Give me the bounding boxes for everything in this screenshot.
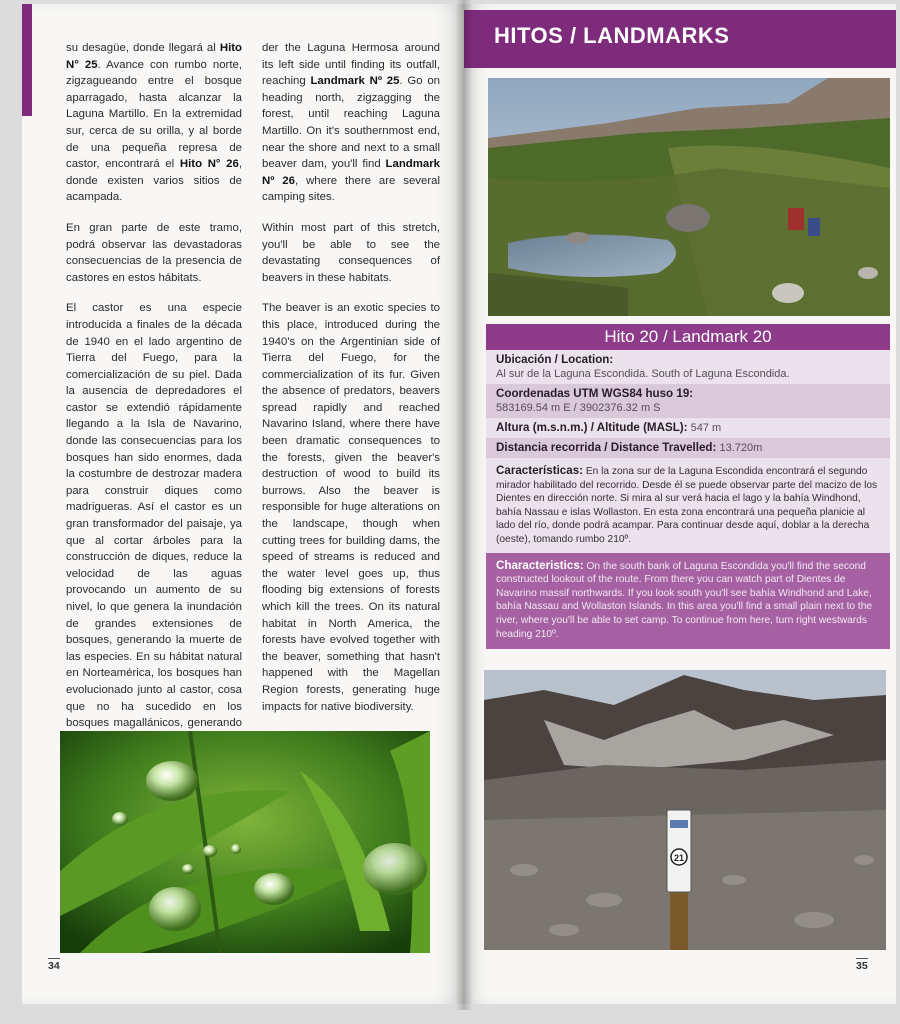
- location-value: Al sur de la Laguna Escondida. South of Laguna Escondida.: [496, 368, 790, 380]
- characteristics-label: Characteristics:: [496, 558, 584, 572]
- english-column: [262, 40, 440, 729]
- mountain-marker-photo: [484, 670, 886, 950]
- es-paragraph-3: El castor es una especie introducida a finales de la década de 1940 en el lado argentino de Tierra del Fuego, para la comercialización de su piel. Dada la ausencia de depredadores el castor se extendió rápidamente llegando a la Isla de Navarino, donde las consecuencias para los bosques han sido enormes, dada la costumbre de destrozar madera para construir diques como madrigueras. Así el castor es un gran transformador del paisaje, ya que al cortar árboles para la construcción de diques, reduce la velocidad de las aguas provocando un aumento de su nivel, lo que genera la inundación de grandes extensiones de bosques, generando la muerte de las especies. En su hábitat natural en Norteamérica, los bosques han evolucionado junto al castor, cosa que no ha sucedido en los bosques magallánicos, generando: [66, 302, 242, 730]
- landmark-info-box: [486, 324, 890, 649]
- features-row: [486, 458, 890, 553]
- section-title: HITOS / LANDMARKS: [494, 23, 730, 48]
- coords-row: [486, 384, 890, 418]
- distance-row: [486, 438, 890, 458]
- altitude-label: Altura (m.s.n.m.) / Altitude (MASL):: [496, 421, 688, 434]
- section-banner: [464, 10, 896, 68]
- marker-number: 21: [673, 853, 685, 863]
- landmark-title: Hito 20 / Landmark 20: [486, 324, 890, 350]
- location-label: Ubicación / Location:: [496, 353, 614, 366]
- distance-value: 13.720m: [719, 442, 763, 454]
- en-paragraph-3: The beaver is an exotic species to this place, introduced during the 1940's on the Argentinian side of Tierra del Fuego, for the commercialization of its fur. Given the absence of predators, beavers spread rapidly and reached Navarino Island, where there have been dramatic consequences to the forests, given the beaver's destruction of wood to build its burrows. Also the beaver is responsible for huge alterations on the landscape, though when cutting trees for building dams, the speed of streams is reduced and the water level goes up, thus flooding big extensions of forests which kill the trees. On its natural habitat in North America, the forests have evolved together with the beaver, something that hasn't happened with the Magellan Region forests, generating huge impacts for native biodiversity.: [262, 302, 440, 713]
- location-row: [486, 350, 890, 384]
- en-paragraph-1: der the Laguna Hermosa around its left side until finding its outfall, reaching Landmark Nº 25. Go on heading north, zigzagging the forest, until reaching Laguna Martillo. On it's southernmost end, near the shore and next to a small beaver dam, you'll find Landmark Nº 26, where there are several camping sites.: [262, 42, 441, 204]
- features-label: Características:: [496, 464, 584, 477]
- characteristics-text: On the south bank of Laguna Escondida you'll find the second constructed lookout of the route. From there you can watch part of Dientes de Navarino massif northwards. If you look south you'll see bahía Windhond and Lake, bahía Nassau and Wollaston Islands. In this area you'll find a small plain next to the river, where you'll be able to set camp. To continue from here, turn right westwards heading 210º.: [496, 560, 873, 640]
- altitude-row: [486, 418, 890, 438]
- spanish-column: [66, 40, 242, 779]
- en-paragraph-2: Within most part of this stretch, you'll be able to see the devastating consequences of beavers in these habitats.: [262, 221, 440, 284]
- es-paragraph-1: su desagüe, donde llegará al Hito N° 25. Avance con rumbo norte, zigzagueando entre el bosque aparragado, hasta alcanzar la Laguna Martillo. En la extremidad sur, cerca de su orilla, y al borde de una pequeña represa de castor, encontrará el Hito N° 26, donde existen varios sitios de acampada.: [66, 42, 242, 204]
- features-text: En la zona sur de la Laguna Escondida encontrará el segundo mirador habilitado del recorrido. Desde él se puede observar parte del macizo de los Dientes en dirección norte. Si mira al sur verá hacia el lago y la bahía Windhond, bahía Nassau e islas Wollaston. En esta zona encontrará una pequeña planicie al lado del río, donde podrá acampar. Para continuar desde aquí, doblar a la derecha (oeste), tomando rumbo 210º.: [496, 466, 878, 545]
- altitude-value: 547 m: [690, 422, 722, 434]
- accent-stripe: [22, 4, 32, 116]
- distance-label: Distancia recorrida / Distance Travelled:: [496, 441, 717, 454]
- characteristics-row: [486, 553, 890, 650]
- left-page: [22, 4, 464, 1004]
- page-number-left: 34: [48, 960, 60, 972]
- coords-label: Coordenadas UTM WGS84 huso 19:: [496, 387, 694, 400]
- water-drops-photo: [60, 731, 430, 953]
- es-paragraph-2: En gran parte de este tramo, podrá observar las devastadoras consecuencias de la presencia de castores en estos hábitats.: [66, 221, 242, 284]
- lagoon-photo: [488, 78, 890, 316]
- book-gutter: [455, 0, 473, 1010]
- right-page: [464, 4, 896, 1004]
- coords-value: 583169.54 m E / 3902376.32 m S: [496, 402, 661, 414]
- page-number-right: 35: [856, 960, 868, 972]
